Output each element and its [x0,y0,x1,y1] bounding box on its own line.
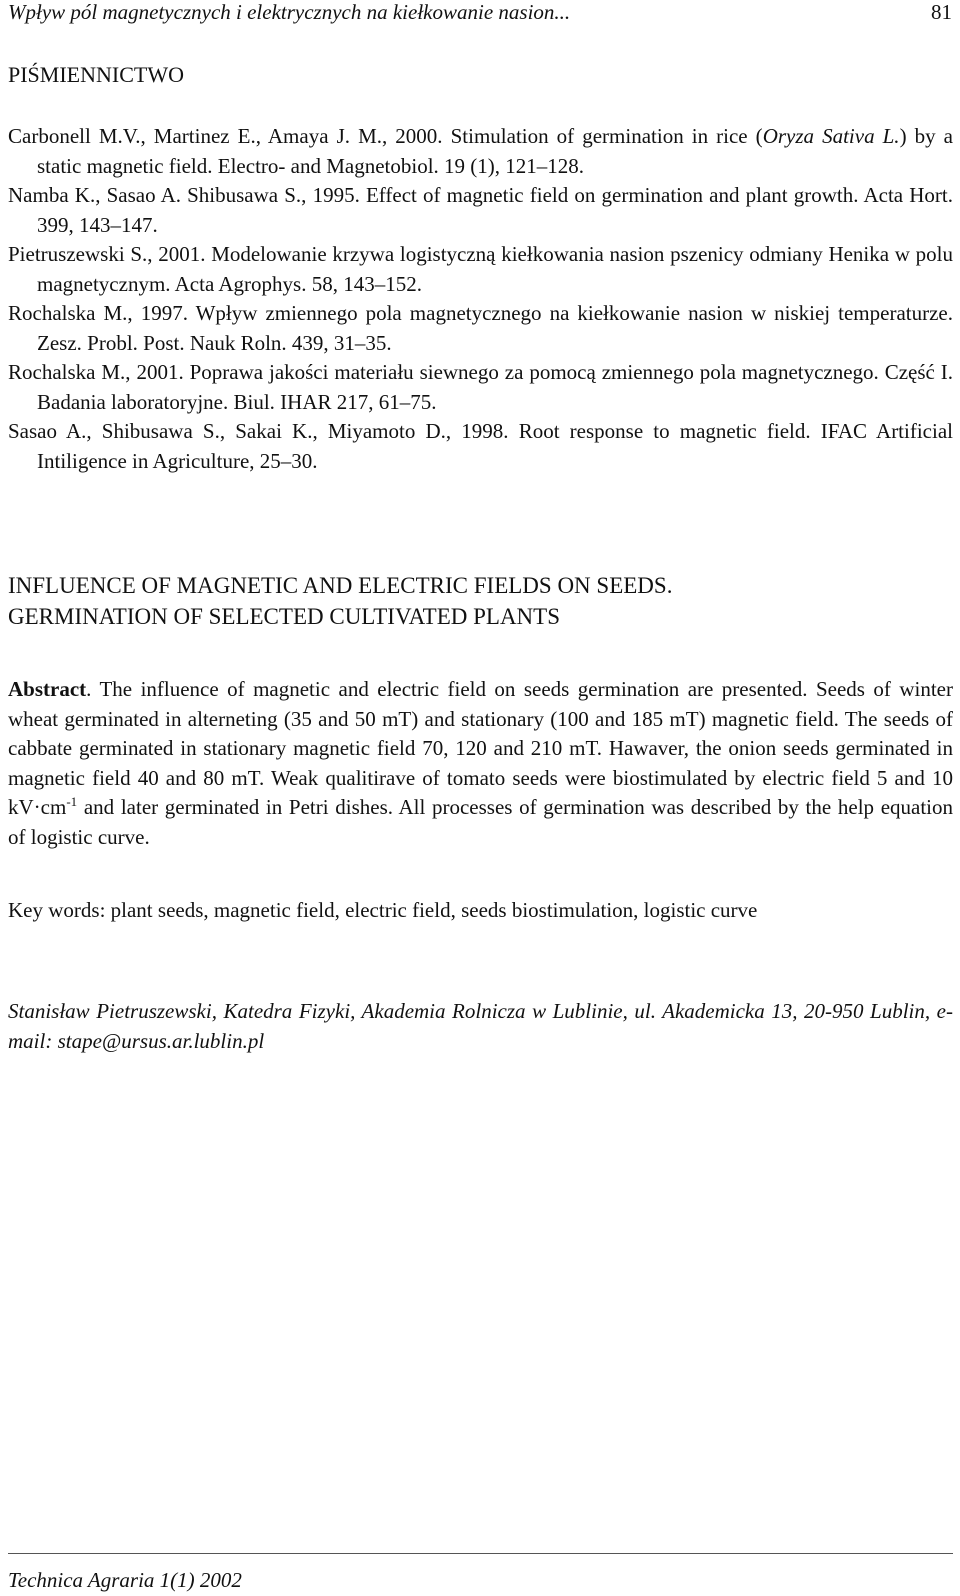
reference-item: Rochalska M., 2001. Poprawa jakości materiału siewnego za pomocą zmiennego pola magnetycznego. Część I. Badania laboratoryjne. Biul. IHAR 217, 61–75. [8,360,953,414]
english-title-line: INFLUENCE OF MAGNETIC AND ELECTRIC FIELDS ON SEEDS. [8,573,673,598]
references-heading: PIŚMIENNICTWO [8,62,184,87]
footer-rule [8,1553,953,1554]
reference-species: Oryza Sativa L. [762,124,900,148]
abstract-paragraph [8,675,953,852]
journal-footer: Technica Agraria 1(1) 2002 [8,1568,242,1592]
abstract-text: and later germinated in Petri dishes. All processes of germination was described by the help equation of logistic curve. [8,795,953,849]
page-number: 81 [931,0,952,24]
reference-item: Pietruszewski S., 2001. Modelowanie krzywa logistyczną kiełkowania nasion pszenicy odmiany Henika w polu magnetycznym. Acta Agrophys. 58, 143–152. [8,242,953,296]
running-title: Wpływ pól magnetycznych i elektrycznych na kiełkowanie nasion... [8,0,571,24]
reference-item: Rochalska M., 1997. Wpływ zmiennego pola magnetycznego na kiełkowanie nasion w niskiej temperaturze. Zesz. Probl. Post. Nauk Roln. 439, 31–35. [8,301,953,355]
keywords: Key words: plant seeds, magnetic field, electric field, seeds biostimulation, logistic curve [8,898,758,922]
abstract-text: . The influence of magnetic and electric field on seeds germination are presented. Seeds of winter wheat germinated in alterneting (35 and 50 mT) and stationary (100 and 185 mT) magnetic field. The seeds of cabbate germinated in stationary magnetic field 70, 120 and 210 mT. Hawaver, the onion seeds germinated in magnetic field 40 and 80 mT. Weak qualitirave of tomato seeds were biostimulated by electric field 5 and 10 kV·cm [8,677,953,819]
references-list [8,122,953,476]
reference-text: ) by a static magnetic field. Electro- and Magnetobiol. 19 (1), 121–128. [37,124,953,178]
reference-text: Carbonell M.V., Martinez E., Amaya J. M., 2000. Stimulation of germination in rice ( [8,124,763,148]
english-title [8,570,953,632]
abstract-superscript: -1 [66,794,78,809]
english-title-line: GERMINATION OF SELECTED CULTIVATED PLANTS [8,604,561,629]
reference-item [8,122,953,181]
reference-item: Sasao A., Shibusawa S., Sakai K., Miyamoto D., 1998. Root response to magnetic field. IFAC Artificial Intiligence in Agriculture, 25–30. [8,419,953,473]
reference-item: Namba K., Sasao A. Shibusawa S., 1995. Effect of magnetic field on germination and plant growth. Acta Hort. 399, 143–147. [8,183,953,237]
abstract-label: Abstract [8,677,87,701]
author-affiliation: Stanisław Pietruszewski, Katedra Fizyki, Akademia Rolnicza w Lublinie, ul. Akademicka 13, 20-950 Lublin, e-mail: stape@ursus.ar.lublin.pl [8,999,953,1053]
